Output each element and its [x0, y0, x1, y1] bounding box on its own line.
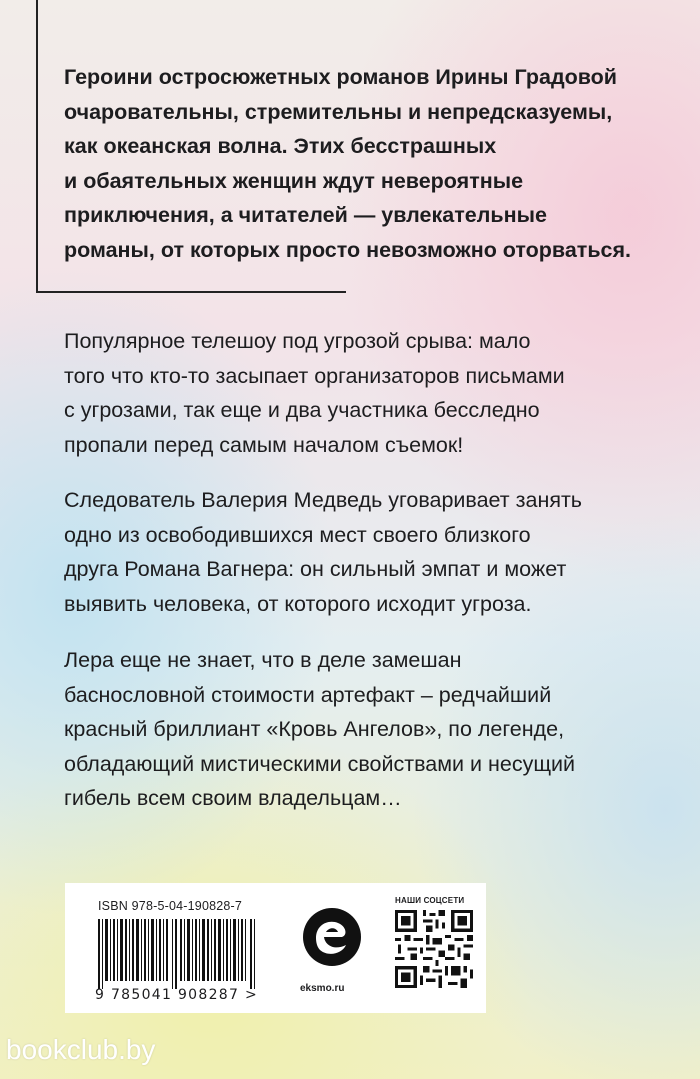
intro-line: приключения, а читателей — увлекательные [64, 203, 547, 227]
synopsis-paragraph-3 [64, 643, 684, 816]
frame-horizontal-line [36, 291, 346, 293]
paragraph-line: гибель всем своим владельцам… [64, 786, 402, 810]
qr-code-icon [395, 910, 473, 988]
paragraph-line: того что кто-то засыпает организаторов письмами [64, 363, 565, 388]
paragraph-line: Популярное телешоу под угрозой срыва: мало [64, 329, 531, 353]
intro-blurb [64, 60, 684, 267]
paragraph-line: Следователь Валерия Медведь уговаривает занять [64, 488, 583, 512]
paragraph-line: одно из освободившихся мест своего близкого [64, 522, 531, 547]
eksmo-logo-icon [302, 907, 362, 967]
intro-line: очаровательны, стремительны и непредсказуемы, [64, 99, 613, 124]
publisher-website: eksmo.ru [300, 983, 345, 994]
barcode-digits: 9 785041 908287 > [95, 987, 258, 1003]
intro-line: романы, от которых просто невозможно оторваться. [64, 237, 632, 262]
paragraph-line: друга Романа Вагнера: он сильный эмпат и может [64, 557, 567, 581]
frame-vertical-line [36, 0, 38, 293]
paragraph-line: пропали перед самым началом съемок! [64, 432, 464, 457]
intro-line: Героини остросюжетных романов Ирины Градовой [64, 65, 618, 89]
isbn-label: ISBN 978-5-04-190828-7 [98, 899, 243, 913]
paragraph-line: обладающий мистическими свойствами и несущий [64, 751, 576, 776]
paragraph-line: красный бриллиант «Кровь Ангелов», по легенде, [64, 717, 565, 741]
synopsis-paragraph-1 [64, 324, 684, 462]
synopsis-paragraph-2 [64, 483, 684, 621]
paragraph-line: баснословной стоимости артефакт – редчайший [64, 682, 552, 707]
barcode-icon [98, 919, 258, 989]
watermark: bookclub.by [6, 1034, 156, 1065]
paragraph-line: выявить человека, от которого исходит угроза. [64, 591, 532, 616]
paragraph-line: с угрозами, так еще и два участника бесследно [64, 398, 540, 422]
isbn-info-box [65, 883, 486, 1013]
social-qr-title: НАШИ СОЦСЕТИ [395, 896, 465, 905]
intro-line: и обаятельных женщин ждут невероятные [64, 168, 524, 193]
paragraph-line: Лера еще не знает, что в деле замешан [64, 648, 462, 672]
intro-line: как океанская волна. Этих бесстрашных [64, 134, 497, 158]
